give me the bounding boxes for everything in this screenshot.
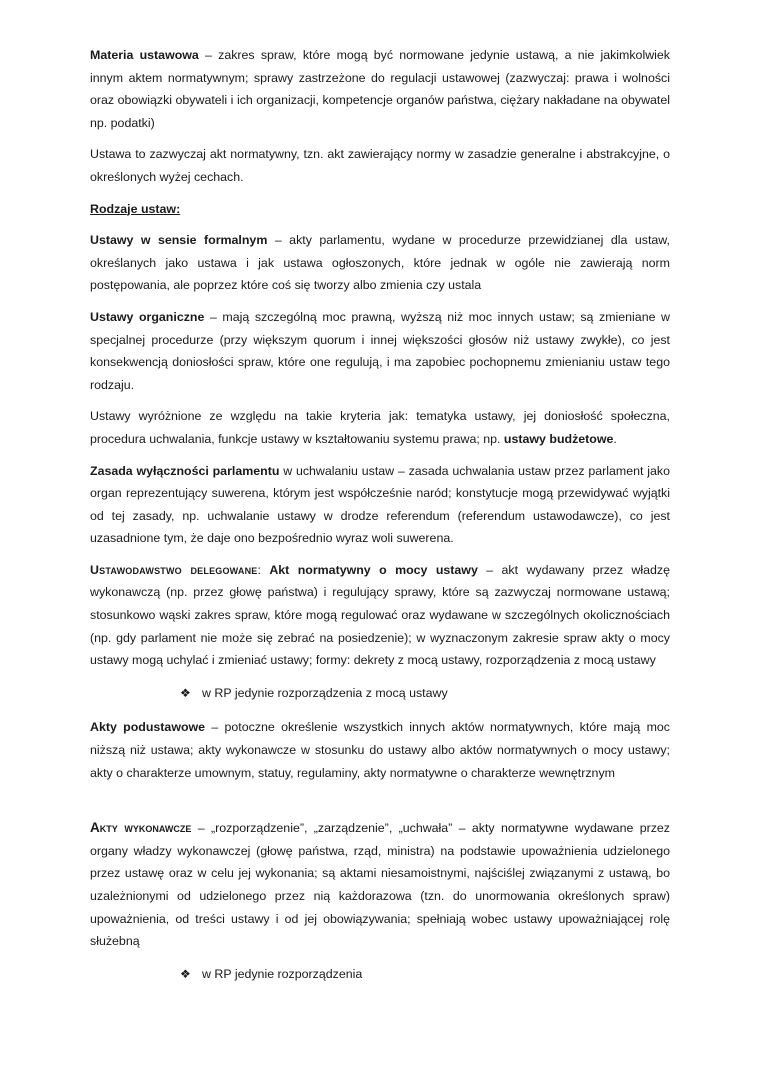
bullet-text: w RP jedynie rozporządzenia z mocą ustawy <box>202 685 448 700</box>
heading-rodzaje-ustaw: Rodzaje ustaw: <box>90 201 181 216</box>
paragraph-akty-wykonawcze <box>90 817 670 953</box>
paragraph-text: – „rozporządzenie”, „zarządzenie”, „uchwała” – akty normatywne wydawane przez organy władzy wykonawczej (głowę państwa, rząd, ministra) na podstawie upoważnienia udzielonego przez ustawę oraz w celu jej wykonania; są aktami niesamoistnymi, najściślej związanymi z ustawą, bo uzależnionymi od udzielonego przez nią każdorazowa (tzn. do unormowania określonych spraw) upoważnienia, od treści ustawy i od jej obowiązywania; spełniają wobec ustawy upoważniającej rolę służebną <box>90 821 670 949</box>
paragraph-akty-podustawowe <box>90 716 670 784</box>
paragraph-ustawodawstwo-delegowane <box>90 559 670 672</box>
section-heading <box>90 198 670 221</box>
diamond-bullet-icon: ❖ <box>180 685 191 700</box>
diamond-bullet-icon: ❖ <box>180 966 191 981</box>
caps-ustawodawstwo-delegowane: Ustawodawstwo delegowane <box>90 562 258 577</box>
bullet-text: w RP jedynie rozporządzenia <box>202 966 363 981</box>
term-akty-podustawowe: Akty podustawowe <box>90 720 206 735</box>
caps-akty-wykonawcze: Akty wykonawcze <box>90 820 192 836</box>
paragraph-text: – akty parlamentu, wydane w procedurze przewidzianej dla ustaw, określanych jako ustawa i jak ustawa ogłoszonych, które jednak w ogóle nie zawierają norm postępowania, ale poprzez które coś się tworzy albo zmienia czy ustala <box>90 233 670 293</box>
paragraph-ustawy-formalne <box>90 229 670 297</box>
term-materia-ustawowa: Materia ustawowa <box>90 48 199 62</box>
paragraph-text: – akt wydawany przez władzę wykonawczą (np. przez głowę państwa) i regulujący sprawy, które są zazwyczaj normowane ustawą; stosunkowo wąski zakres spraw, które mogą regulować oraz wydawane w szczególnych okolicznościach (np. gdy parlament nie może się zebrać na posiedzenie); w wyznaczonym zakresie spraw akty o mocy ustawy mogą uchylać i zmieniać ustawy; formy: dekrety z mocą ustawy, rozporządzenia z mocą ustawy <box>90 562 670 668</box>
term-ustawy-formalne: Ustawy w sensie formalnym <box>90 233 268 248</box>
paragraph-ustawy-wyroznione <box>90 405 670 450</box>
paragraph-ustawy-organiczne <box>90 306 670 396</box>
spacer <box>90 793 670 817</box>
paragraph-zasada-wylacznosci <box>90 460 670 550</box>
paragraph-materia-ustawowa <box>90 44 670 134</box>
paragraph-text: – zakres spraw, które mogą być normowane jedynie ustawą, a nie jakimkolwiek innym aktem normatywnym; sprawy zastrzeżone do regulacji ustawowej (zazwyczaj: prawa i wolności oraz obowiązki obywateli i ich organizacji, kompetencje organów państwa, ciężary nakładane na obywatel np. podatki) <box>90 48 670 130</box>
term-ustawy-organiczne: Ustawy organiczne <box>90 309 205 324</box>
bullet-item-1 <box>90 682 670 705</box>
colon: : <box>257 562 270 577</box>
bullet-item-2 <box>90 963 670 986</box>
paragraph-end: . <box>613 431 617 446</box>
paragraph-text: Ustawa to zazwyczaj akt normatywny, tzn. akt zawierający normy w zasadzie generalne i abstrakcyjne, o określonych wyżej cechach. <box>90 147 670 184</box>
term-ustawy-budzetowe: ustawy budżetowe <box>503 431 614 446</box>
paragraph-text: w uchwalaniu ustaw – zasada uchwalania ustaw przez parlament jako organ reprezentujący suwerena, którym jest współcześnie naród; konstytucje mogą przewidywać wyjątki od tej zasady, np. uchwalanie ustawy w drodze referendum (referendum ustawodawcze), co jest uzasadnione tym, że daje ono bezpośrednio wyraz woli suwerena. <box>90 463 671 546</box>
paragraph-text: – mają szczególną moc prawną, wyższą niż moc innych ustaw; są zmieniane w specjalnej procedurze (przy większym quorum i innej większości głosów niż ustawy zwykłe), co jest konsekwencją doniosłości spraw, które one regulują, i ma zapobiec pochopnemu zmienianiu ustaw tego rodzaju. <box>90 309 670 392</box>
paragraph-ustawa-definition <box>90 143 670 188</box>
paragraph-text: – potoczne określenie wszystkich innych aktów normatywnych, które mają moc niższą niż ustawa; akty wykonawcze w stosunku do ustawy albo aktów normatywnych o mocy ustawy; akty o charakterze umownym, statuy, regulaminy, akty normatywne o charakterze wewnętrznym <box>90 720 671 780</box>
term-akt-o-mocy-ustawy: Akt normatywny o mocy ustawy <box>269 562 478 577</box>
term-zasada-wylacznosci: Zasada wyłączności parlamentu <box>90 463 280 478</box>
paragraph-text: Ustawy wyróżnione ze względu na takie kryteria jak: tematyka ustawy, jej doniosłość społeczna, procedura uchwalania, funkcje ustawy w kształtowaniu systemu prawa; np. <box>90 409 670 446</box>
